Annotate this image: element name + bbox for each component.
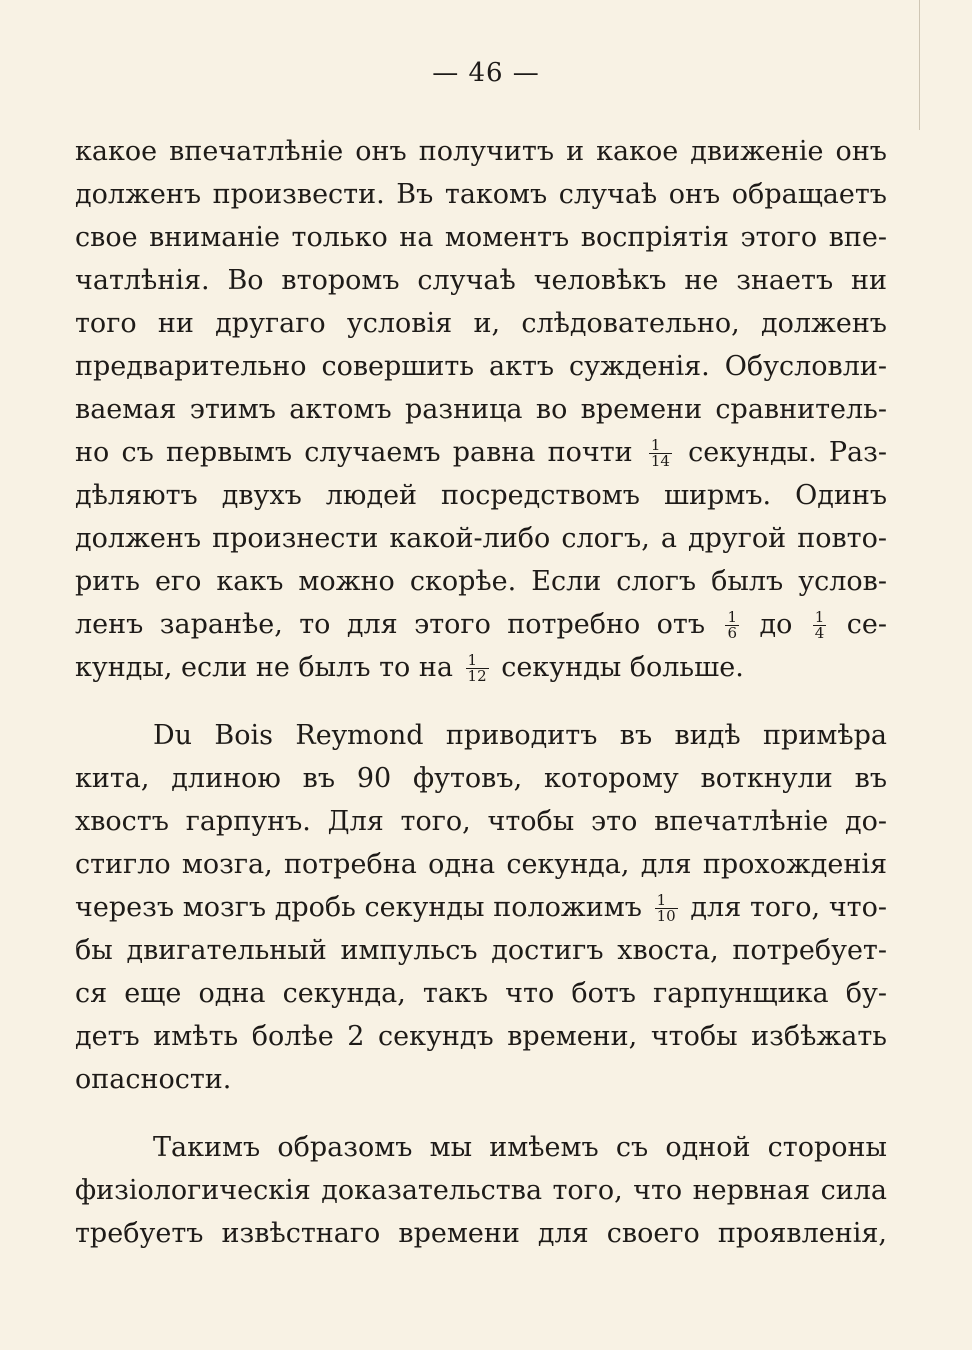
text-run: рить его какъ можно скорѣе. Если слогъ былъ услов- — [75, 566, 887, 597]
fraction-numerator: 1 — [466, 653, 489, 669]
text-run: ваемая этимъ актомъ разница во времени сравнитель- — [75, 394, 887, 425]
text-run: до — [743, 609, 809, 640]
text-run: дѣляютъ двухъ людей посредствомъ ширмъ. Одинъ — [75, 480, 887, 511]
text-run: детъ имѣть болѣе 2 секундъ времени, чтобы избѣжать — [75, 1021, 887, 1052]
text-run: опасности. — [75, 1064, 232, 1095]
text-line — [75, 431, 887, 474]
text-run: Du Bois Reymond приводитъ въ видѣ примѣра — [153, 720, 887, 751]
text-run: бы двигательный импульсъ достигъ хвоста, потребует- — [75, 935, 887, 966]
fraction-numerator: 1 — [649, 438, 672, 454]
text-run: предварительно совершить актъ сужденія. Обусловли- — [75, 351, 887, 382]
text-line — [75, 130, 887, 173]
text-run: секунды больше. — [492, 652, 744, 683]
text-run: ленъ заранѣе, то для этого потребно отъ — [75, 609, 722, 640]
paragraph — [75, 714, 887, 1101]
fraction — [649, 438, 672, 469]
text-run: какое впечатлѣніе онъ получитъ и какое движеніе онъ — [75, 136, 887, 167]
page-body-text — [75, 130, 887, 1255]
text-run: стигло мозга, потребна одна секунда, для прохожденія — [75, 849, 887, 880]
text-line — [75, 388, 887, 431]
text-run: ся еще одна секунда, такъ что ботъ гарпунщика бу- — [75, 978, 887, 1009]
fraction-numerator: 1 — [814, 608, 825, 626]
text-run: для того, что- — [681, 892, 887, 923]
page-number: — 46 — — [432, 58, 540, 88]
text-run: но съ первымъ случаемъ равна почти — [75, 437, 645, 468]
text-run: кунды, если не былъ то на — [75, 652, 462, 683]
fraction — [655, 893, 678, 924]
text-line — [75, 843, 887, 886]
text-run: свое вниманіе только на моментъ воспріятія этого впе- — [75, 222, 887, 253]
text-run: кита, длиною въ 90 футовъ, которому воткнули въ — [75, 763, 887, 794]
text-run: физіологическія доказательства того, что нервная сила — [75, 1175, 887, 1206]
fraction-denominator: 14 — [650, 452, 670, 470]
text-line — [75, 474, 887, 517]
fraction — [813, 610, 827, 641]
text-line — [75, 886, 887, 929]
fraction-denominator: 12 — [467, 667, 487, 685]
text-line — [75, 302, 887, 345]
text-line — [75, 560, 887, 603]
text-line — [75, 345, 887, 388]
fraction-numerator: 1 — [727, 608, 738, 626]
fraction-denominator: 6 — [727, 624, 738, 642]
text-run: чатлѣнія. Во второмъ случаѣ человѣкъ не знаетъ ни — [75, 265, 887, 296]
text-line — [75, 259, 887, 302]
paragraph-gap — [75, 689, 887, 714]
text-line — [75, 173, 887, 216]
text-run: долженъ произвести. Въ такомъ случаѣ онъ обращаетъ — [75, 179, 887, 210]
paragraph — [75, 130, 887, 689]
text-run: се- — [830, 609, 888, 640]
paragraph-gap — [75, 1101, 887, 1126]
text-line — [75, 929, 887, 972]
text-run: секунды. Раз- — [675, 437, 887, 468]
text-line — [75, 800, 887, 843]
text-line — [75, 1015, 887, 1058]
text-line — [75, 1058, 887, 1101]
text-line — [75, 757, 887, 800]
text-run: хвостъ гарпунъ. Для того, чтобы это впечатлѣніе до- — [75, 806, 887, 837]
text-line — [75, 517, 887, 560]
text-line — [75, 714, 887, 757]
text-run: того ни другаго условія и, слѣдовательно, долженъ — [75, 308, 887, 339]
text-run: Такимъ образомъ мы имѣемъ съ одной стороны — [153, 1132, 887, 1163]
text-line — [75, 216, 887, 259]
fraction-denominator: 4 — [814, 624, 825, 642]
text-line — [75, 1212, 887, 1255]
fraction-numerator: 1 — [655, 893, 678, 909]
text-run: требуетъ извѣстнаго времени для своего проявленія, — [75, 1218, 887, 1249]
paragraph — [75, 1126, 887, 1255]
text-line — [75, 1126, 887, 1169]
fraction — [466, 653, 489, 684]
fraction — [725, 610, 739, 641]
fraction-denominator: 10 — [656, 907, 676, 925]
text-run: черезъ мозгъ дробь секунды положимъ — [75, 892, 651, 923]
text-line — [75, 646, 887, 689]
text-line — [75, 603, 887, 646]
text-line — [75, 972, 887, 1015]
text-line — [75, 1169, 887, 1212]
text-run: долженъ произнести какой-либо слогъ, а другой повто- — [75, 523, 887, 554]
